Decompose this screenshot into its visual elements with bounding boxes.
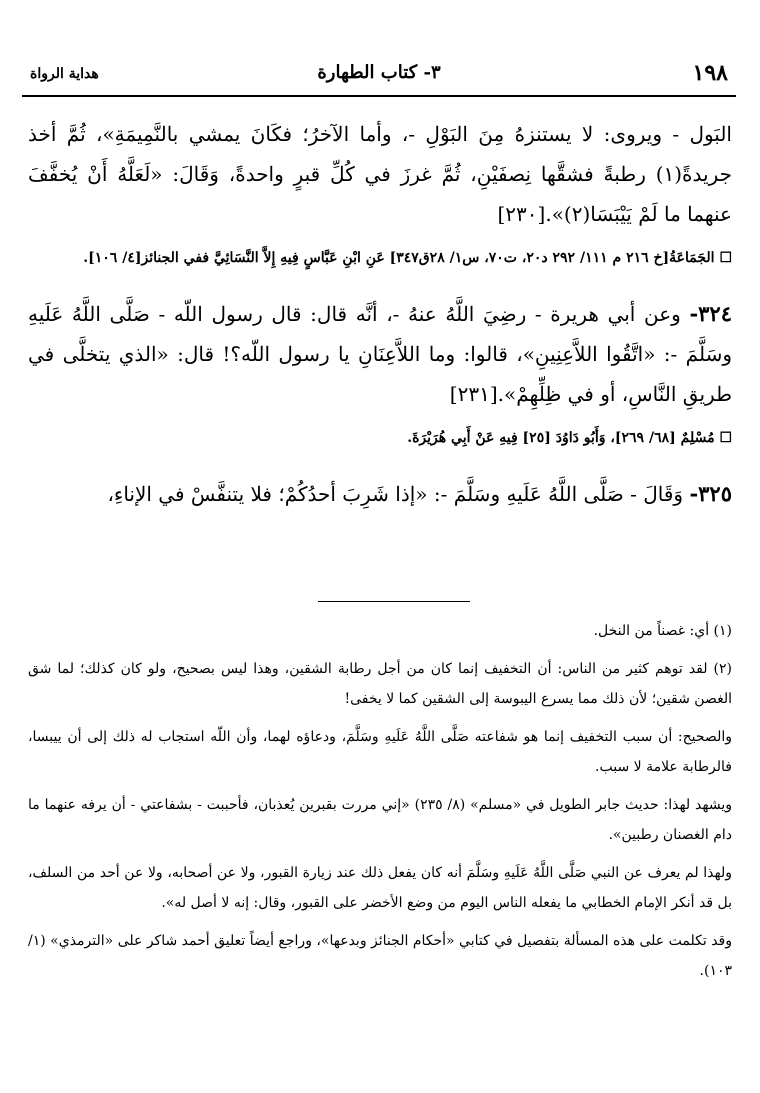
footnote-divider (318, 601, 470, 602)
hadith-325 (28, 474, 732, 514)
hadith-number: ٣٢٥- (689, 481, 732, 506)
hadith-number: ٣٢٤- (689, 301, 732, 326)
footnote: (١) أي: غصناً من النخل. (593, 623, 732, 639)
footnotes (28, 616, 732, 994)
footnote: (٢) لقد توهم كثير من الناس: أن التخفيف إنما كان من أجل رطابة الشقين، وهذا ليس بصحيح، ولو كان كذلك؛ لما شق الغصن شقين؛ لأن ذلك مما يسرع اليبوسة إلى الشقين كما لا يخفى! (28, 661, 732, 707)
chapter-title: ٣- كتاب الطهارة (317, 62, 441, 83)
main-text (28, 100, 732, 514)
footnote: والصحيح: أن سبب التخفيف إنما هو شفاعته صَلَّى اللَّهُ عَلَيهِ وسَلَّمَ، ودعاؤه لهما، وأن اللّه استجاب له ذلك إلى أن ييبسا، فالرطابة علامة لا سبب. (28, 729, 732, 775)
header-divider (22, 95, 736, 97)
hadith-source: ☐ مُسْلِمٌ [٦٨/ ٢٦٩]، وَأَبُو دَاوُدَ [٢٥] فِيهِ عَنْ أَبِي هُرَيْرَةَ. (407, 430, 732, 446)
footnote: ولهذا لم يعرف عن النبي صَلَّى اللَّهُ عَلَيهِ وسَلَّمَ أنه كان يفعل ذلك عند زيارة القبور، ولا عن أصحابه، ولا عن أحد من السلف، بل قد أنكر الإمام الخطابي ما يفعله الناس اليوم من وضع الأخضر على القبور، وقال: إنه لا أصل له». (28, 865, 732, 911)
hadith-source: ☐ الجَمَاعَةُ[خ ٢١٦ م ١١١/ ٢٩٢ د٢٠، ت٧٠، س١/ ٢٨ق٣٤٧] عَنِ ابْنِ عَبَّاسٍ فِيهِ إِلاَّ النَّسَائِيَّ ففي الجنائز[٤/ ١٠٦]. (83, 250, 732, 266)
footnote: ويشهد لهذا: حديث جابر الطويل في «مسلم» (٨/ ٢٣٥) «إني مررت بقبرين يُعذبان، فأحببت - بشفاعتي - أن يرفه عنهما ما دام الغصنان رطبين». (28, 797, 733, 843)
page-number: ١٩٨ (692, 60, 728, 86)
footnote: وقد تكلمت على هذه المسألة بتفصيل في كتابي «أحكام الجنائز وبدعها»، وراجع أيضاً تعليق أحمد شاكر على «الترمذي» (١/ ١٠٣). (28, 933, 732, 979)
hadith-continuation: البَول - ويروى: لا يستنزهُ مِنَ البَوْلِ -، وأما الآخرُ؛ فكَانَ يمشي بالنَّمِيمَةِ»، ثُمَّ أخذ جريدةً(١) رطبةً فشقَّها نِصفَيْنِ، ثُمَّ غرزَ في كُلِّ قبرٍ واحدةً، وَقَالَ: «لَعَلَّهُ أَنْ يُخفَّفَ عنهما ما لَمْ يَيْبَسَا(٢)».[٢٣٠] (28, 122, 732, 226)
book-title: هداية الرواة (30, 66, 99, 82)
page-header (22, 60, 736, 94)
hadith-text: وَقَالَ - صَلَّى اللَّهُ عَلَيهِ وسَلَّمَ -: «إذا شَرِبَ أحدُكُمْ؛ فلا يتنفَّسْ في الإناءِ، (107, 482, 684, 506)
hadith-324 (28, 294, 732, 414)
hadith-text: وعن أبي هريرة - رضِيَ اللَّهُ عنهُ -، أنَّه قال: قال رسول اللّه - صَلَّى اللَّهُ عَلَيهِ وسَلَّمَ -: «اتَّقُوا اللاَّعِنِينِ»، قالوا: وما اللاَّعِنَانِ يا رسول اللّه؟! قال: «الذي يتخلَّى في طريقِ النَّاسِ، أو في ظِلِّهِمْ».[٢٣١] (28, 302, 732, 406)
